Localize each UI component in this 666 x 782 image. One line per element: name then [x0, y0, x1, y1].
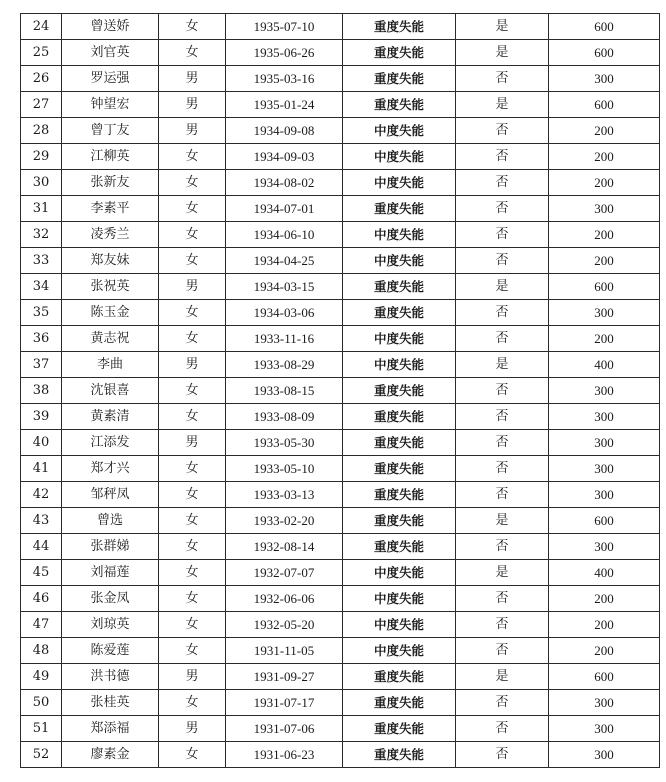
person-name-cell: 江柳英: [62, 144, 159, 170]
birth-date-cell: 1931-11-05: [226, 638, 343, 664]
gender-cell: 女: [159, 40, 226, 66]
disability-level-cell: 重度失能: [343, 196, 456, 222]
table-body: [21, 14, 660, 768]
row-number-cell: 34: [21, 274, 62, 300]
disability-level-cell: 重度失能: [343, 92, 456, 118]
table-row: [21, 638, 660, 664]
yes-no-flag-cell: 否: [456, 430, 549, 456]
person-name-cell: 陈玉金: [62, 300, 159, 326]
disability-level-cell: 重度失能: [343, 482, 456, 508]
disability-level-cell: 重度失能: [343, 508, 456, 534]
disability-level-cell: 重度失能: [343, 14, 456, 40]
row-number-cell: 25: [21, 40, 62, 66]
yes-no-flag-cell: 否: [456, 118, 549, 144]
person-name-cell: 黄志祝: [62, 326, 159, 352]
disability-level-cell: 重度失能: [343, 66, 456, 92]
person-name-cell: 江添发: [62, 430, 159, 456]
person-name-cell: 邹秤凤: [62, 482, 159, 508]
birth-date-cell: 1934-03-06: [226, 300, 343, 326]
yes-no-flag-cell: 是: [456, 560, 549, 586]
subsidy-amount-cell: 300: [549, 534, 660, 560]
person-name-cell: 郑才兴: [62, 456, 159, 482]
disability-level-cell: 中度失能: [343, 326, 456, 352]
gender-cell: 女: [159, 638, 226, 664]
gender-cell: 女: [159, 482, 226, 508]
disability-level-cell: 中度失能: [343, 352, 456, 378]
gender-cell: 女: [159, 248, 226, 274]
table-row: [21, 430, 660, 456]
table-row: [21, 170, 660, 196]
disability-level-cell: 中度失能: [343, 144, 456, 170]
row-number-cell: 29: [21, 144, 62, 170]
birth-date-cell: 1931-07-06: [226, 716, 343, 742]
table-row: [21, 612, 660, 638]
gender-cell: 男: [159, 274, 226, 300]
person-name-cell: 张祝英: [62, 274, 159, 300]
table-row: [21, 352, 660, 378]
birth-date-cell: 1933-05-10: [226, 456, 343, 482]
row-number-cell: 35: [21, 300, 62, 326]
person-name-cell: 郑添福: [62, 716, 159, 742]
yes-no-flag-cell: 是: [456, 274, 549, 300]
table-row: [21, 144, 660, 170]
gender-cell: 女: [159, 690, 226, 716]
gender-cell: 女: [159, 456, 226, 482]
table-row: [21, 248, 660, 274]
birth-date-cell: 1934-08-02: [226, 170, 343, 196]
person-name-cell: 张金凤: [62, 586, 159, 612]
yes-no-flag-cell: 否: [456, 144, 549, 170]
disability-level-cell: 重度失能: [343, 300, 456, 326]
disability-level-cell: 重度失能: [343, 378, 456, 404]
row-number-cell: 52: [21, 742, 62, 768]
birth-date-cell: 1933-08-09: [226, 404, 343, 430]
subsidy-amount-cell: 600: [549, 508, 660, 534]
subsidy-amount-cell: 200: [549, 638, 660, 664]
birth-date-cell: 1935-07-10: [226, 14, 343, 40]
birth-date-cell: 1933-05-30: [226, 430, 343, 456]
row-number-cell: 32: [21, 222, 62, 248]
table-row: [21, 586, 660, 612]
row-number-cell: 46: [21, 586, 62, 612]
gender-cell: 女: [159, 14, 226, 40]
table-row: [21, 742, 660, 768]
gender-cell: 女: [159, 742, 226, 768]
birth-date-cell: 1933-11-16: [226, 326, 343, 352]
birth-date-cell: 1934-06-10: [226, 222, 343, 248]
birth-date-cell: 1933-03-13: [226, 482, 343, 508]
yes-no-flag-cell: 否: [456, 742, 549, 768]
person-name-cell: 李曲: [62, 352, 159, 378]
disability-level-cell: 中度失能: [343, 586, 456, 612]
subsidy-amount-cell: 300: [549, 430, 660, 456]
table-row: [21, 118, 660, 144]
row-number-cell: 33: [21, 248, 62, 274]
subsidy-amount-cell: 300: [549, 690, 660, 716]
yes-no-flag-cell: 否: [456, 534, 549, 560]
disability-level-cell: 中度失能: [343, 612, 456, 638]
table-row: [21, 274, 660, 300]
yes-no-flag-cell: 否: [456, 222, 549, 248]
table-row: [21, 664, 660, 690]
disability-level-cell: 中度失能: [343, 560, 456, 586]
yes-no-flag-cell: 否: [456, 196, 549, 222]
yes-no-flag-cell: 是: [456, 352, 549, 378]
gender-cell: 女: [159, 534, 226, 560]
table-row: [21, 14, 660, 40]
subsidy-amount-cell: 300: [549, 456, 660, 482]
yes-no-flag-cell: 是: [456, 664, 549, 690]
yes-no-flag-cell: 否: [456, 378, 549, 404]
subsidy-amount-cell: 400: [549, 352, 660, 378]
table-row: [21, 508, 660, 534]
gender-cell: 女: [159, 222, 226, 248]
table-row: [21, 222, 660, 248]
row-number-cell: 39: [21, 404, 62, 430]
disability-level-cell: 中度失能: [343, 638, 456, 664]
table-row: [21, 560, 660, 586]
birth-date-cell: 1933-08-15: [226, 378, 343, 404]
subsidy-amount-cell: 200: [549, 118, 660, 144]
gender-cell: 女: [159, 326, 226, 352]
birth-date-cell: 1931-09-27: [226, 664, 343, 690]
birth-date-cell: 1933-02-20: [226, 508, 343, 534]
gender-cell: 男: [159, 66, 226, 92]
yes-no-flag-cell: 是: [456, 14, 549, 40]
disability-level-cell: 中度失能: [343, 118, 456, 144]
birth-date-cell: 1935-03-16: [226, 66, 343, 92]
person-name-cell: 罗运强: [62, 66, 159, 92]
subsidy-amount-cell: 200: [549, 612, 660, 638]
person-name-cell: 钟望宏: [62, 92, 159, 118]
disability-level-cell: 重度失能: [343, 534, 456, 560]
row-number-cell: 44: [21, 534, 62, 560]
disability-level-cell: 重度失能: [343, 716, 456, 742]
gender-cell: 女: [159, 170, 226, 196]
gender-cell: 男: [159, 716, 226, 742]
table-row: [21, 40, 660, 66]
gender-cell: 男: [159, 352, 226, 378]
disability-level-cell: 重度失能: [343, 40, 456, 66]
birth-date-cell: 1932-08-14: [226, 534, 343, 560]
disability-level-cell: 重度失能: [343, 742, 456, 768]
gender-cell: 女: [159, 586, 226, 612]
yes-no-flag-cell: 是: [456, 92, 549, 118]
yes-no-flag-cell: 否: [456, 638, 549, 664]
birth-date-cell: 1931-07-17: [226, 690, 343, 716]
disability-level-cell: 重度失能: [343, 690, 456, 716]
yes-no-flag-cell: 否: [456, 248, 549, 274]
row-number-cell: 28: [21, 118, 62, 144]
subsidy-amount-cell: 600: [549, 14, 660, 40]
disability-level-cell: 重度失能: [343, 404, 456, 430]
table-row: [21, 92, 660, 118]
gender-cell: 女: [159, 560, 226, 586]
disability-level-cell: 中度失能: [343, 170, 456, 196]
person-name-cell: 刘福莲: [62, 560, 159, 586]
subsidy-amount-cell: 600: [549, 92, 660, 118]
row-number-cell: 50: [21, 690, 62, 716]
row-number-cell: 36: [21, 326, 62, 352]
yes-no-flag-cell: 否: [456, 170, 549, 196]
subsidy-amount-cell: 300: [549, 378, 660, 404]
document-page: [20, 13, 660, 768]
yes-no-flag-cell: 否: [456, 456, 549, 482]
yes-no-flag-cell: 否: [456, 716, 549, 742]
yes-no-flag-cell: 否: [456, 326, 549, 352]
row-number-cell: 43: [21, 508, 62, 534]
disability-level-cell: 中度失能: [343, 222, 456, 248]
subsidy-amount-cell: 200: [549, 248, 660, 274]
gender-cell: 男: [159, 430, 226, 456]
subsidy-amount-cell: 300: [549, 196, 660, 222]
table-row: [21, 300, 660, 326]
subsidy-amount-cell: 600: [549, 40, 660, 66]
table-row: [21, 456, 660, 482]
subsidy-amount-cell: 300: [549, 482, 660, 508]
subsidy-amount-cell: 200: [549, 586, 660, 612]
birth-date-cell: 1934-03-15: [226, 274, 343, 300]
person-name-cell: 洪书德: [62, 664, 159, 690]
table-row: [21, 66, 660, 92]
gender-cell: 男: [159, 118, 226, 144]
birth-date-cell: 1934-09-03: [226, 144, 343, 170]
birth-date-cell: 1932-05-20: [226, 612, 343, 638]
subsidy-amount-cell: 200: [549, 144, 660, 170]
birth-date-cell: 1935-01-24: [226, 92, 343, 118]
row-number-cell: 40: [21, 430, 62, 456]
person-name-cell: 沈银喜: [62, 378, 159, 404]
person-name-cell: 黄素清: [62, 404, 159, 430]
subsidy-amount-cell: 300: [549, 404, 660, 430]
subsidy-amount-cell: 200: [549, 222, 660, 248]
subsidy-amount-cell: 300: [549, 300, 660, 326]
person-name-cell: 刘官英: [62, 40, 159, 66]
row-number-cell: 27: [21, 92, 62, 118]
birth-date-cell: 1931-06-23: [226, 742, 343, 768]
person-name-cell: 张新友: [62, 170, 159, 196]
birth-date-cell: 1932-07-07: [226, 560, 343, 586]
table-row: [21, 482, 660, 508]
person-name-cell: 曾送娇: [62, 14, 159, 40]
table-row: [21, 326, 660, 352]
subsidy-amount-cell: 300: [549, 66, 660, 92]
row-number-cell: 48: [21, 638, 62, 664]
birth-date-cell: 1934-07-01: [226, 196, 343, 222]
subsidy-amount-cell: 400: [549, 560, 660, 586]
person-name-cell: 张桂英: [62, 690, 159, 716]
gender-cell: 男: [159, 664, 226, 690]
row-number-cell: 42: [21, 482, 62, 508]
gender-cell: 男: [159, 92, 226, 118]
table-row: [21, 534, 660, 560]
person-name-cell: 陈爱莲: [62, 638, 159, 664]
person-name-cell: 廖素金: [62, 742, 159, 768]
person-name-cell: 凌秀兰: [62, 222, 159, 248]
row-number-cell: 41: [21, 456, 62, 482]
disability-level-cell: 重度失能: [343, 430, 456, 456]
subsidy-amount-cell: 300: [549, 742, 660, 768]
disability-level-cell: 重度失能: [343, 664, 456, 690]
person-name-cell: 曾丁友: [62, 118, 159, 144]
table-row: [21, 690, 660, 716]
subsidy-amount-cell: 200: [549, 326, 660, 352]
person-name-cell: 郑友妹: [62, 248, 159, 274]
gender-cell: 女: [159, 378, 226, 404]
subsidy-amount-cell: 300: [549, 716, 660, 742]
subsidy-amount-cell: 600: [549, 664, 660, 690]
birth-date-cell: 1934-04-25: [226, 248, 343, 274]
yes-no-flag-cell: 否: [456, 586, 549, 612]
gender-cell: 女: [159, 404, 226, 430]
birth-date-cell: 1932-06-06: [226, 586, 343, 612]
person-name-cell: 刘琼英: [62, 612, 159, 638]
row-number-cell: 47: [21, 612, 62, 638]
yes-no-flag-cell: 是: [456, 508, 549, 534]
table-row: [21, 196, 660, 222]
subsidy-amount-cell: 200: [549, 170, 660, 196]
yes-no-flag-cell: 否: [456, 404, 549, 430]
disability-level-cell: 重度失能: [343, 274, 456, 300]
person-name-cell: 张群娣: [62, 534, 159, 560]
row-number-cell: 31: [21, 196, 62, 222]
gender-cell: 女: [159, 508, 226, 534]
table-row: [21, 404, 660, 430]
birth-date-cell: 1934-09-08: [226, 118, 343, 144]
yes-no-flag-cell: 否: [456, 300, 549, 326]
row-number-cell: 45: [21, 560, 62, 586]
table-row: [21, 716, 660, 742]
yes-no-flag-cell: 是: [456, 40, 549, 66]
person-name-cell: 李素平: [62, 196, 159, 222]
disability-level-cell: 重度失能: [343, 456, 456, 482]
table-row: [21, 378, 660, 404]
yes-no-flag-cell: 否: [456, 690, 549, 716]
row-number-cell: 37: [21, 352, 62, 378]
row-number-cell: 49: [21, 664, 62, 690]
gender-cell: 女: [159, 612, 226, 638]
row-number-cell: 26: [21, 66, 62, 92]
yes-no-flag-cell: 否: [456, 482, 549, 508]
gender-cell: 女: [159, 144, 226, 170]
birth-date-cell: 1933-08-29: [226, 352, 343, 378]
yes-no-flag-cell: 否: [456, 612, 549, 638]
subsidy-amount-cell: 600: [549, 274, 660, 300]
birth-date-cell: 1935-06-26: [226, 40, 343, 66]
row-number-cell: 38: [21, 378, 62, 404]
row-number-cell: 30: [21, 170, 62, 196]
row-number-cell: 51: [21, 716, 62, 742]
row-number-cell: 24: [21, 14, 62, 40]
gender-cell: 女: [159, 300, 226, 326]
yes-no-flag-cell: 否: [456, 66, 549, 92]
gender-cell: 女: [159, 196, 226, 222]
disability-level-cell: 中度失能: [343, 248, 456, 274]
subsidy-table: [20, 13, 660, 768]
person-name-cell: 曾选: [62, 508, 159, 534]
